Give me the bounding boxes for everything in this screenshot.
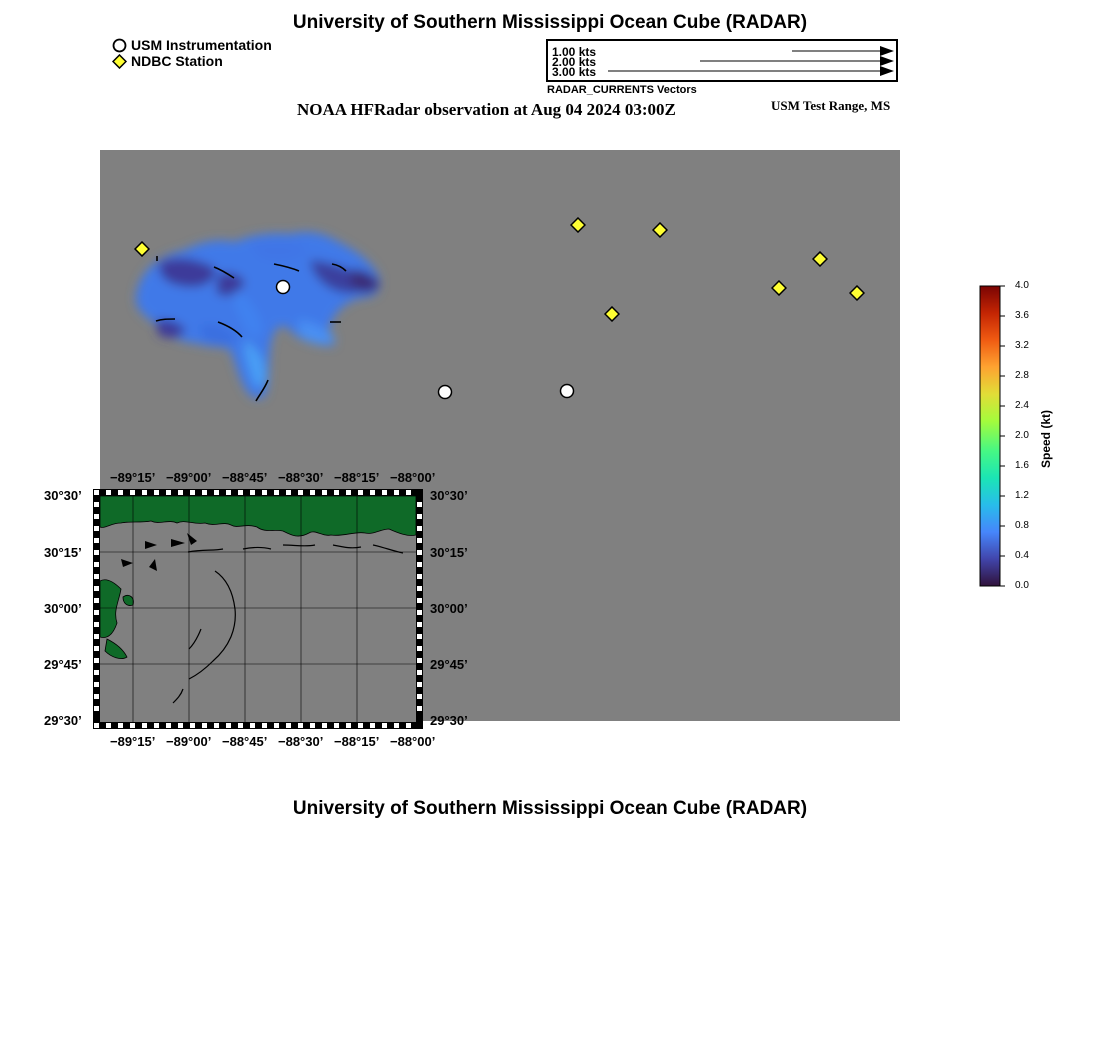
symbol-legend bbox=[112, 37, 272, 69]
colorbar-tick: 4.0 bbox=[1015, 280, 1029, 291]
colorbar-tick: 2.8 bbox=[1015, 370, 1029, 381]
usm-station-marker[interactable] bbox=[275, 279, 291, 295]
inset-lat-right-2: 30°15’ bbox=[430, 545, 468, 560]
legend-usm bbox=[112, 37, 272, 53]
vector-key-label-2: 2.00 kts bbox=[552, 55, 597, 69]
inset-lat-right-3: 30°00’ bbox=[430, 601, 468, 616]
ndbc-station-marker[interactable] bbox=[849, 285, 865, 301]
inset-lat-left-5: 29°30’ bbox=[44, 713, 82, 728]
colorbar-label: Speed (kt) bbox=[1039, 409, 1053, 468]
ndbc-station-marker[interactable] bbox=[134, 241, 150, 257]
legend-usm-label: USM Instrumentation bbox=[131, 37, 272, 53]
colorbar-tick: 3.2 bbox=[1015, 340, 1029, 351]
ndbc-station-marker[interactable] bbox=[771, 280, 787, 296]
colorbar-tick: 2.4 bbox=[1015, 400, 1029, 411]
colorbar-tick: 1.6 bbox=[1015, 460, 1029, 471]
inset-lon-top-5: −88°15’ bbox=[334, 470, 380, 485]
inset-lat-left-3: 30°00’ bbox=[44, 601, 82, 616]
inset-lon-bottom-3: −88°45’ bbox=[222, 734, 268, 749]
vector-key-label-1: 1.00 kts bbox=[552, 45, 597, 59]
inset-map[interactable] bbox=[40, 468, 480, 753]
colorbar-tick: 3.6 bbox=[1015, 310, 1029, 321]
inset-lon-bottom-1: −89°15’ bbox=[110, 734, 156, 749]
colorbar-tick: 0.0 bbox=[1015, 580, 1029, 591]
inset-lon-bottom-4: −88°30’ bbox=[278, 734, 324, 749]
ndbc-diamond-icon bbox=[112, 54, 127, 69]
range-label: USM Test Range, MS bbox=[771, 98, 891, 113]
inset-lat-left-1: 30°30’ bbox=[44, 488, 82, 503]
inset-lon-bottom-6: −88°00’ bbox=[390, 734, 436, 749]
colorbar bbox=[975, 280, 1085, 595]
footer-title: University of Southern Mississippi Ocean Cube (RADAR) bbox=[292, 798, 808, 819]
usm-station-marker[interactable] bbox=[559, 383, 575, 399]
radar-speed-field bbox=[136, 232, 380, 399]
inset-lon-top-4: −88°30’ bbox=[278, 470, 324, 485]
vector-key-arrows bbox=[548, 41, 896, 80]
observation-subtitle: NOAA HFRadar observation at Aug 04 2024 03:00Z bbox=[297, 100, 676, 119]
inset-lon-top-2: −89°00’ bbox=[166, 470, 212, 485]
inset-lon-top-3: −88°45’ bbox=[222, 470, 268, 485]
inset-lon-bottom-2: −89°00’ bbox=[166, 734, 212, 749]
ndbc-station-marker[interactable] bbox=[812, 251, 828, 267]
colorbar-tick: 0.4 bbox=[1015, 550, 1029, 561]
usm-circle-icon bbox=[112, 38, 127, 53]
ndbc-station-marker[interactable] bbox=[652, 222, 668, 238]
usm-station-marker[interactable] bbox=[437, 384, 453, 400]
inset-lat-right-4: 29°45’ bbox=[430, 657, 468, 672]
inset-lat-left-2: 30°15’ bbox=[44, 545, 82, 560]
colorbar-tick: 1.2 bbox=[1015, 490, 1029, 501]
inset-lon-bottom-5: −88°15’ bbox=[334, 734, 380, 749]
inset-lon-top-1: −89°15’ bbox=[110, 470, 156, 485]
inset-lat-right-5: 29°30’ bbox=[430, 713, 468, 728]
legend-ndbc-label: NDBC Station bbox=[131, 53, 223, 69]
vector-key-title: RADAR_CURRENTS Vectors bbox=[547, 84, 697, 96]
ndbc-station-marker[interactable] bbox=[570, 217, 586, 233]
vector-key bbox=[546, 39, 898, 82]
inset-lat-left-4: 29°45’ bbox=[44, 657, 82, 672]
inset-lon-top-6: −88°00’ bbox=[390, 470, 436, 485]
inset-map-canvas bbox=[93, 489, 423, 729]
colorbar-tick: 0.8 bbox=[1015, 520, 1029, 531]
vector-key-label-3: 3.00 kts bbox=[552, 65, 597, 79]
colorbar-tick: 2.0 bbox=[1015, 430, 1029, 441]
page-title: University of Southern Mississippi Ocean Cube (RADAR) bbox=[292, 12, 808, 33]
inset-lat-right-1: 30°30’ bbox=[430, 488, 468, 503]
ndbc-station-marker[interactable] bbox=[604, 306, 620, 322]
legend-ndbc bbox=[112, 53, 272, 69]
